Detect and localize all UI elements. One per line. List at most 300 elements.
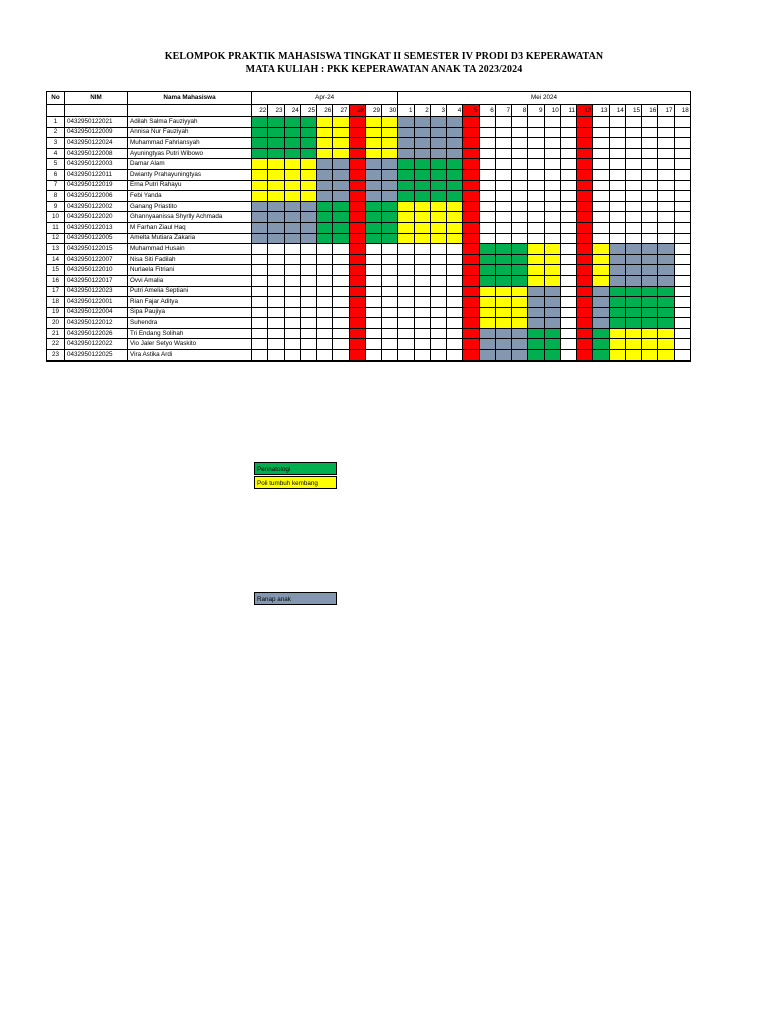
- schedule-cell: [674, 265, 690, 276]
- schedule-cell: [349, 339, 365, 350]
- schedule-cell: [382, 318, 398, 329]
- schedule-cell: [349, 286, 365, 297]
- schedule-cell: [625, 254, 641, 265]
- schedule-cell: [544, 297, 560, 308]
- student-name: Damar Alam: [128, 159, 252, 170]
- schedule-cell: [528, 191, 544, 202]
- schedule-cell: [560, 169, 576, 180]
- schedule-cell: [560, 297, 576, 308]
- schedule-cell: [625, 148, 641, 159]
- document-title: KELOMPOK PRAKTIK MAHASISWA TINGKAT II SEMESTER IV PRODI D3 KEPERAWATAN: [164, 51, 604, 62]
- schedule-cell: [382, 148, 398, 159]
- schedule-cell: [674, 138, 690, 149]
- schedule-cell: [593, 201, 609, 212]
- schedule-cell: [430, 297, 446, 308]
- schedule-cell: [479, 222, 495, 233]
- schedule-cell: [317, 117, 333, 128]
- schedule-cell: [300, 222, 316, 233]
- schedule-cell: [268, 328, 284, 339]
- schedule-cell: [447, 148, 463, 159]
- schedule-cell: [447, 297, 463, 308]
- schedule-cell: [625, 180, 641, 191]
- schedule-cell: [560, 191, 576, 202]
- schedule-cell: [560, 201, 576, 212]
- schedule-cell: [609, 191, 625, 202]
- schedule-cell: [268, 297, 284, 308]
- schedule-cell: [495, 191, 511, 202]
- schedule-cell: [284, 275, 300, 286]
- schedule-cell: [300, 265, 316, 276]
- schedule-cell: [609, 169, 625, 180]
- schedule-cell: [479, 148, 495, 159]
- student-no: 11: [47, 222, 65, 233]
- schedule-cell: [333, 254, 349, 265]
- schedule-cell: [414, 159, 430, 170]
- student-no: 12: [47, 233, 65, 244]
- schedule-cell: [268, 307, 284, 318]
- schedule-cell: [560, 339, 576, 350]
- schedule-cell: [642, 117, 658, 128]
- schedule-cell: [528, 148, 544, 159]
- schedule-cell: [495, 275, 511, 286]
- schedule-cell: [577, 169, 593, 180]
- schedule-cell: [593, 169, 609, 180]
- schedule-cell: [447, 222, 463, 233]
- student-row: [47, 307, 691, 318]
- schedule-cell: [414, 191, 430, 202]
- schedule-cell: [544, 254, 560, 265]
- schedule-cell: [252, 201, 268, 212]
- student-nim: 0432950122021: [65, 117, 128, 128]
- schedule-cell: [414, 307, 430, 318]
- schedule-cell: [544, 286, 560, 297]
- student-row: [47, 191, 691, 202]
- schedule-cell: [365, 191, 381, 202]
- schedule-cell: [252, 297, 268, 308]
- schedule-cell: [625, 233, 641, 244]
- schedule-cell: [658, 350, 674, 361]
- schedule-cell: [365, 350, 381, 361]
- schedule-cell: [642, 244, 658, 255]
- schedule-cell: [642, 233, 658, 244]
- schedule-cell: [577, 127, 593, 138]
- schedule-cell: [479, 127, 495, 138]
- day-header-cell: 28: [349, 105, 365, 117]
- schedule-cell: [414, 169, 430, 180]
- schedule-cell: [479, 286, 495, 297]
- schedule-cell: [528, 265, 544, 276]
- day-header-cell: 1: [398, 105, 414, 117]
- schedule-cell: [528, 339, 544, 350]
- schedule-cell: [674, 297, 690, 308]
- schedule-cell: [674, 191, 690, 202]
- schedule-cell: [430, 275, 446, 286]
- schedule-cell: [479, 159, 495, 170]
- schedule-cell: [365, 275, 381, 286]
- student-row: [47, 180, 691, 191]
- schedule-cell: [300, 169, 316, 180]
- student-nim: 0432950122025: [65, 350, 128, 361]
- schedule-cell: [300, 233, 316, 244]
- schedule-cell: [268, 117, 284, 128]
- schedule-cell: [414, 339, 430, 350]
- schedule-cell: [577, 191, 593, 202]
- schedule-cell: [447, 307, 463, 318]
- schedule-cell: [333, 350, 349, 361]
- student-no: 20: [47, 318, 65, 329]
- schedule-cell: [544, 307, 560, 318]
- schedule-cell: [317, 138, 333, 149]
- schedule-cell: [430, 254, 446, 265]
- student-no: 14: [47, 254, 65, 265]
- legend-ranap-anak: Ranap anak: [254, 592, 337, 605]
- schedule-cell: [479, 297, 495, 308]
- schedule-cell: [414, 117, 430, 128]
- student-row: [47, 169, 691, 180]
- schedule-cell: [317, 254, 333, 265]
- schedule-cell: [447, 159, 463, 170]
- schedule-cell: [414, 244, 430, 255]
- student-no: 18: [47, 297, 65, 308]
- schedule-cell: [447, 328, 463, 339]
- student-no: 7: [47, 180, 65, 191]
- schedule-cell: [593, 148, 609, 159]
- schedule-cell: [528, 212, 544, 223]
- student-row: [47, 201, 691, 212]
- schedule-cell: [268, 275, 284, 286]
- student-no: 13: [47, 244, 65, 255]
- schedule-cell: [333, 212, 349, 223]
- student-nim: 0432950122006: [65, 191, 128, 202]
- schedule-cell: [560, 328, 576, 339]
- schedule-cell: [642, 212, 658, 223]
- schedule-cell: [252, 127, 268, 138]
- schedule-cell: [479, 233, 495, 244]
- schedule-cell: [658, 286, 674, 297]
- student-no: 19: [47, 307, 65, 318]
- schedule-cell: [560, 286, 576, 297]
- schedule-cell: [625, 117, 641, 128]
- schedule-cell: [674, 201, 690, 212]
- schedule-table: [46, 91, 691, 362]
- schedule-cell: [658, 138, 674, 149]
- schedule-cell: [544, 233, 560, 244]
- schedule-cell: [430, 212, 446, 223]
- day-header-cell: 30: [382, 105, 398, 117]
- schedule-cell: [414, 350, 430, 361]
- schedule-cell: [317, 159, 333, 170]
- schedule-cell: [593, 350, 609, 361]
- schedule-cell: [333, 138, 349, 149]
- schedule-cell: [398, 297, 414, 308]
- schedule-cell: [317, 169, 333, 180]
- schedule-cell: [300, 127, 316, 138]
- student-no: 23: [47, 350, 65, 361]
- schedule-cell: [447, 339, 463, 350]
- schedule-cell: [609, 339, 625, 350]
- schedule-cell: [560, 117, 576, 128]
- schedule-cell: [300, 212, 316, 223]
- schedule-cell: [479, 318, 495, 329]
- day-header-cell: 26: [317, 105, 333, 117]
- schedule-cell: [658, 159, 674, 170]
- schedule-cell: [252, 286, 268, 297]
- schedule-cell: [463, 233, 479, 244]
- schedule-cell: [658, 201, 674, 212]
- student-no: 5: [47, 159, 65, 170]
- schedule-cell: [333, 286, 349, 297]
- schedule-cell: [544, 180, 560, 191]
- schedule-cell: [609, 265, 625, 276]
- student-no: 22: [47, 339, 65, 350]
- schedule-cell: [430, 117, 446, 128]
- schedule-cell: [577, 222, 593, 233]
- schedule-cell: [414, 180, 430, 191]
- schedule-cell: [333, 265, 349, 276]
- day-header-cell: 24: [284, 105, 300, 117]
- schedule-cell: [479, 254, 495, 265]
- schedule-cell: [560, 148, 576, 159]
- schedule-cell: [382, 244, 398, 255]
- schedule-cell: [593, 159, 609, 170]
- day-header-cell: 12: [577, 105, 593, 117]
- schedule-cell: [284, 191, 300, 202]
- schedule-cell: [593, 244, 609, 255]
- student-row: [47, 254, 691, 265]
- schedule-cell: [609, 286, 625, 297]
- schedule-cell: [300, 148, 316, 159]
- schedule-cell: [333, 127, 349, 138]
- schedule-cell: [398, 117, 414, 128]
- schedule-cell: [593, 212, 609, 223]
- schedule-cell: [317, 307, 333, 318]
- schedule-cell: [593, 297, 609, 308]
- schedule-cell: [317, 286, 333, 297]
- student-row: [47, 117, 691, 128]
- schedule-cell: [284, 127, 300, 138]
- schedule-cell: [284, 307, 300, 318]
- schedule-cell: [349, 201, 365, 212]
- schedule-cell: [625, 318, 641, 329]
- legend-perinatologi: Perinatologi: [254, 462, 337, 475]
- student-nim: 0432950122003: [65, 159, 128, 170]
- schedule-cell: [609, 138, 625, 149]
- schedule-cell: [674, 117, 690, 128]
- header-blank: [128, 105, 252, 117]
- schedule-cell: [284, 350, 300, 361]
- schedule-cell: [642, 339, 658, 350]
- schedule-cell: [349, 254, 365, 265]
- schedule-cell: [252, 318, 268, 329]
- schedule-cell: [609, 233, 625, 244]
- schedule-cell: [495, 244, 511, 255]
- schedule-cell: [674, 318, 690, 329]
- schedule-cell: [382, 275, 398, 286]
- schedule-cell: [658, 169, 674, 180]
- schedule-cell: [252, 159, 268, 170]
- schedule-cell: [674, 339, 690, 350]
- schedule-cell: [382, 265, 398, 276]
- schedule-cell: [674, 212, 690, 223]
- schedule-cell: [300, 318, 316, 329]
- schedule-cell: [642, 127, 658, 138]
- schedule-cell: [512, 212, 528, 223]
- schedule-cell: [333, 307, 349, 318]
- day-header-cell: 5: [463, 105, 479, 117]
- schedule-cell: [252, 148, 268, 159]
- schedule-cell: [284, 286, 300, 297]
- schedule-cell: [252, 339, 268, 350]
- schedule-cell: [560, 233, 576, 244]
- schedule-cell: [625, 339, 641, 350]
- schedule-cell: [577, 307, 593, 318]
- schedule-cell: [268, 254, 284, 265]
- schedule-cell: [414, 127, 430, 138]
- schedule-cell: [398, 212, 414, 223]
- schedule-cell: [414, 328, 430, 339]
- schedule-cell: [609, 350, 625, 361]
- schedule-cell: [382, 191, 398, 202]
- schedule-cell: [674, 233, 690, 244]
- schedule-cell: [349, 169, 365, 180]
- schedule-cell: [284, 339, 300, 350]
- schedule-cell: [625, 138, 641, 149]
- schedule-cell: [349, 233, 365, 244]
- schedule-cell: [625, 127, 641, 138]
- schedule-cell: [268, 339, 284, 350]
- schedule-cell: [300, 307, 316, 318]
- schedule-cell: [642, 328, 658, 339]
- schedule-cell: [430, 233, 446, 244]
- schedule-cell: [495, 138, 511, 149]
- student-nim: 0432950122023: [65, 286, 128, 297]
- student-row: [47, 350, 691, 361]
- schedule-cell: [268, 265, 284, 276]
- schedule-cell: [317, 297, 333, 308]
- schedule-cell: [382, 117, 398, 128]
- schedule-cell: [430, 318, 446, 329]
- schedule-cell: [333, 191, 349, 202]
- header-nama-mahasiswa: Nama Mahasiswa: [128, 92, 252, 105]
- schedule-cell: [398, 222, 414, 233]
- schedule-cell: [414, 275, 430, 286]
- schedule-cell: [577, 350, 593, 361]
- schedule-cell: [300, 117, 316, 128]
- schedule-cell: [642, 191, 658, 202]
- student-nim: 0432950122002: [65, 201, 128, 212]
- schedule-cell: [528, 180, 544, 191]
- schedule-cell: [284, 159, 300, 170]
- schedule-cell: [593, 191, 609, 202]
- schedule-cell: [398, 275, 414, 286]
- schedule-cell: [252, 191, 268, 202]
- schedule-cell: [528, 233, 544, 244]
- schedule-cell: [300, 339, 316, 350]
- schedule-cell: [642, 138, 658, 149]
- student-name: Sipa Paujiya: [128, 307, 252, 318]
- schedule-cell: [447, 244, 463, 255]
- header-nim: NIM: [65, 92, 128, 105]
- student-name: Tri Endang Solihah: [128, 328, 252, 339]
- day-header-cell: 27: [333, 105, 349, 117]
- schedule-cell: [268, 350, 284, 361]
- schedule-cell: [365, 201, 381, 212]
- schedule-cell: [642, 297, 658, 308]
- schedule-cell: [463, 138, 479, 149]
- schedule-cell: [642, 169, 658, 180]
- student-name: Vio Jaler Setyo Waskito: [128, 339, 252, 350]
- header-month-mei: Mei 2024: [398, 92, 691, 105]
- schedule-cell: [479, 275, 495, 286]
- schedule-cell: [544, 117, 560, 128]
- schedule-cell: [252, 138, 268, 149]
- student-nim: 0432950122004: [65, 307, 128, 318]
- student-nim: 0432950122011: [65, 169, 128, 180]
- schedule-cell: [512, 201, 528, 212]
- day-header-cell: 29: [365, 105, 381, 117]
- schedule-cell: [609, 254, 625, 265]
- schedule-cell: [642, 180, 658, 191]
- schedule-cell: [268, 138, 284, 149]
- schedule-cell: [300, 201, 316, 212]
- student-row: [47, 127, 691, 138]
- schedule-cell: [642, 265, 658, 276]
- student-name: Adilah Salma Fauziyyah: [128, 117, 252, 128]
- schedule-cell: [463, 307, 479, 318]
- schedule-cell: [447, 180, 463, 191]
- schedule-cell: [317, 148, 333, 159]
- schedule-cell: [333, 148, 349, 159]
- schedule-cell: [463, 117, 479, 128]
- schedule-cell: [333, 318, 349, 329]
- header-month-april: Apr-24: [252, 92, 398, 105]
- schedule-cell: [252, 117, 268, 128]
- schedule-cell: [447, 117, 463, 128]
- schedule-cell: [609, 275, 625, 286]
- schedule-cell: [560, 265, 576, 276]
- day-header-cell: 9: [528, 105, 544, 117]
- schedule-cell: [544, 212, 560, 223]
- schedule-cell: [430, 286, 446, 297]
- schedule-cell: [349, 328, 365, 339]
- schedule-cell: [349, 307, 365, 318]
- schedule-cell: [398, 180, 414, 191]
- student-nim: 0432950122010: [65, 265, 128, 276]
- day-header-cell: 18: [674, 105, 690, 117]
- schedule-cell: [658, 117, 674, 128]
- schedule-cell: [560, 254, 576, 265]
- schedule-cell: [495, 212, 511, 223]
- schedule-cell: [593, 265, 609, 276]
- schedule-cell: [463, 180, 479, 191]
- schedule-cell: [430, 222, 446, 233]
- schedule-cell: [625, 201, 641, 212]
- schedule-cell: [528, 318, 544, 329]
- schedule-cell: [577, 180, 593, 191]
- schedule-cell: [430, 350, 446, 361]
- schedule-cell: [544, 328, 560, 339]
- schedule-cell: [642, 350, 658, 361]
- schedule-cell: [284, 297, 300, 308]
- schedule-cell: [447, 350, 463, 361]
- schedule-cell: [625, 191, 641, 202]
- schedule-cell: [300, 138, 316, 149]
- schedule-cell: [447, 212, 463, 223]
- schedule-cell: [495, 201, 511, 212]
- schedule-cell: [382, 339, 398, 350]
- schedule-cell: [479, 180, 495, 191]
- schedule-cell: [382, 222, 398, 233]
